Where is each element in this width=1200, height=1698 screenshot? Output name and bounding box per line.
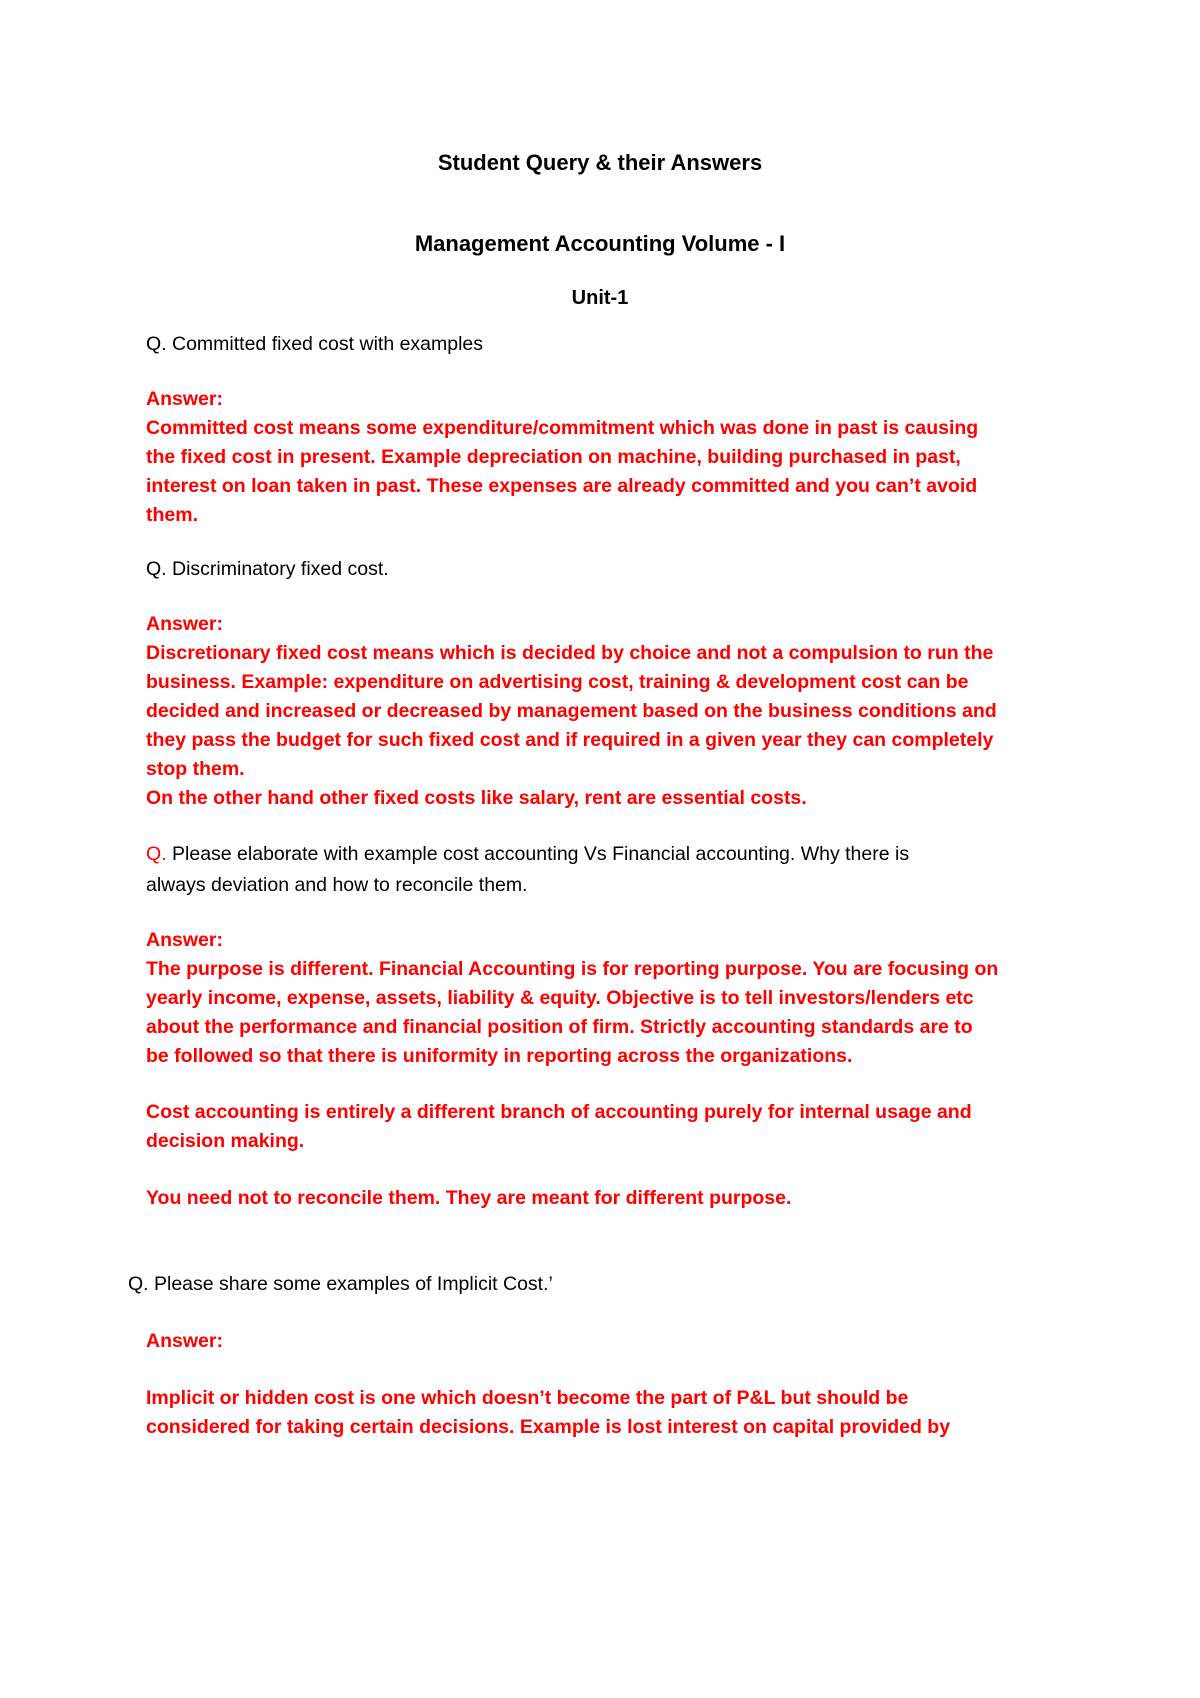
- answer-3-line: The purpose is different. Financial Accounting is for reporting purpose. You are focusing on: [146, 958, 999, 980]
- question-2: Q. Discriminatory fixed cost.: [146, 558, 389, 580]
- answer-2-line: Discretionary fixed cost means which is decided by choice and not a compulsion to run the: [146, 642, 994, 664]
- answer-4-line: Implicit or hidden cost is one which doesn’t become the part of P&L but should be: [146, 1387, 909, 1409]
- document-title: Student Query & their Answers: [437, 150, 763, 175]
- answer-2-line: they pass the budget for such fixed cost and if required in a given year they can completely: [146, 729, 994, 751]
- answer-2-label: Answer:: [146, 613, 223, 635]
- answer-4-line: considered for taking certain decisions. Example is lost interest on capital provided by: [146, 1416, 951, 1438]
- question-4: Q. Please share some examples of Implicit Cost.’: [128, 1273, 553, 1295]
- answer-2-line: decided and increased or decreased by management based on the business conditions and: [146, 700, 997, 722]
- answer-3-line: about the performance and financial position of firm. Strictly accounting standards are to: [146, 1016, 973, 1038]
- answer-1-line: the fixed cost in present. Example depreciation on machine, building purchased in past,: [146, 446, 961, 468]
- answer-2-line: stop them.: [146, 758, 245, 780]
- question-3-continued: always deviation and how to reconcile them.: [146, 874, 528, 896]
- question-3-text: Please elaborate with example cost accounting Vs Financial accounting. Why there is: [166, 843, 910, 865]
- answer-3-line: be followed so that there is uniformity in reporting across the organizations.: [146, 1045, 853, 1067]
- answer-4-label: Answer:: [146, 1330, 223, 1352]
- answer-3-line: yearly income, expense, assets, liability & equity. Objective is to tell investors/lenders etc: [146, 987, 974, 1009]
- answer-3-label: Answer:: [146, 929, 223, 951]
- answer-3-line: Cost accounting is entirely a different branch of accounting purely for internal usage and: [146, 1101, 972, 1123]
- answer-1-line: interest on loan taken in past. These expenses are already committed and you can’t avoid: [146, 475, 978, 497]
- question-1: Q. Committed fixed cost with examples: [146, 333, 484, 355]
- question-3: [146, 840, 1086, 870]
- answer-3-line: You need not to reconcile them. They are meant for different purpose.: [146, 1187, 792, 1209]
- unit-heading: Unit-1: [571, 287, 629, 309]
- document-subtitle: Management Accounting Volume - I: [414, 231, 786, 256]
- answer-1-line: Committed cost means some expenditure/commitment which was done in past is causing: [146, 417, 979, 439]
- question-3-prefix: Q.: [146, 843, 167, 865]
- answer-2-line: business. Example: expenditure on advertising cost, training & development cost can be: [146, 671, 969, 693]
- answer-2-line: On the other hand other fixed costs like salary, rent are essential costs.: [146, 787, 807, 809]
- answer-3-line: decision making.: [146, 1130, 305, 1152]
- answer-1-label: Answer:: [146, 388, 223, 410]
- answer-1-line: them.: [146, 504, 199, 526]
